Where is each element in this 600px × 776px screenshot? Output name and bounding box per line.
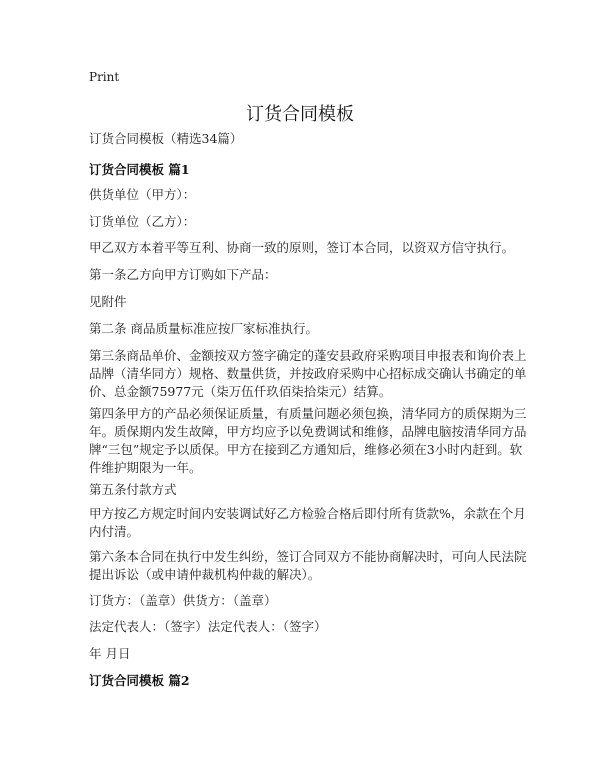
payment-paragraph: 甲方按乙方规定时间内安装调试好乙方检验合格后即付所有货款%，余款在个月内付清。 (89, 506, 526, 539)
print-label[interactable]: Print (89, 70, 120, 84)
intro-paragraph: 甲乙双方本着平等互利、协商一致的原则，签订本合同，以资双方信守执行。 (89, 240, 515, 255)
article-1: 第一条乙方向甲方订购如下产品： (89, 267, 277, 282)
document-subtitle: 订货合同模板（精选34篇） (89, 131, 243, 146)
buyer-line: 订货单位（乙方）： (89, 214, 196, 229)
section-heading-1: 订货合同模板 篇1 (89, 162, 190, 177)
representative-line: 法定代表人：（签字）法定代表人：（签字） (89, 619, 327, 634)
article-6: 第六条本合同在执行中发生纠纷，签订合同双方不能协商解决时，可向人民法院提出诉讼（或申请仲裁机构仲裁的解决）。 (89, 549, 527, 582)
article-2: 第二条 商品质量标准应按厂家标准执行。 (89, 321, 318, 336)
article-4: 第四条甲方的产品必须保证质量，有质量问题必须包换，清华同方的质保期为三年。质保期内发生故障，甲方均应予以免费调试和维修，品牌电脑按清华同方品牌“三包”规定予以质保。甲方在接到乙方通知后，维修必须在3小时内赶到。软件维护期限为一年。 (89, 406, 527, 475)
article-3: 第三条商品单价、金额按双方签字确定的蓬安县政府采购项目申报表和询价表上品牌（清华同方）规格、数量供货，并按政府采购中心招标成交确认书确定的单价、总金额75977元（柒万伍仟玖佰柒拾柒元）结算。 (89, 348, 527, 399)
section-heading-2: 订货合同模板 篇2 (89, 673, 190, 688)
article-5: 第五条付款方式 (89, 482, 177, 497)
document-title: 订货合同模板 (246, 104, 354, 125)
date-line: 年 月日 (89, 646, 131, 661)
attachment-line: 见附件 (89, 294, 127, 309)
supplier-line: 供货单位（甲方）： (89, 187, 196, 202)
seal-line: 订货方：（盖章）供货方：（盖章） (89, 593, 277, 608)
